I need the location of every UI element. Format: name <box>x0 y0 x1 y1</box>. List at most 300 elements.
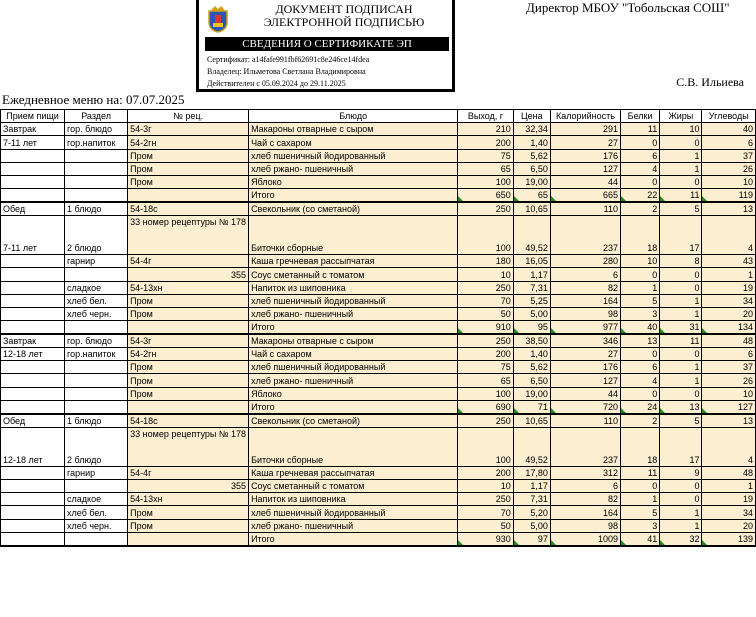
calories-cell: 98 <box>550 307 620 320</box>
fat-cell: 1 <box>660 519 702 532</box>
carbs-cell: 20 <box>702 307 756 320</box>
section-cell <box>65 532 128 546</box>
carbs-cell: 48 <box>702 334 756 348</box>
fat-cell: 1 <box>660 307 702 320</box>
carbs-cell: 1 <box>702 480 756 493</box>
total-protein: 40 <box>621 321 660 335</box>
recipe-cell: Пром <box>128 374 249 387</box>
meal-cell <box>1 294 65 307</box>
table-row <box>1 123 756 136</box>
section-cell <box>65 374 128 387</box>
recipe-cell: Пром <box>128 387 249 400</box>
fat-cell: 17 <box>660 427 702 466</box>
fat-cell: 8 <box>660 255 702 268</box>
dish-cell: хлеб ржано- пшеничный <box>249 162 458 175</box>
total-output: 690 <box>458 400 513 414</box>
output-cell: 200 <box>458 136 513 149</box>
meal-cell: Завтрак <box>1 334 65 348</box>
meal-cell <box>1 255 65 268</box>
output-cell: 100 <box>458 387 513 400</box>
table-row <box>1 466 756 479</box>
recipe-cell: 54-13хн <box>128 493 249 506</box>
calories-cell: 312 <box>550 466 620 479</box>
recipe-cell <box>128 532 249 546</box>
calories-cell: 164 <box>550 506 620 519</box>
price-cell: 49,52 <box>513 427 550 466</box>
table-row <box>1 175 756 188</box>
stamp-subtitle: ЭЛЕКТРОННОЙ ПОДПИСЬЮ <box>263 15 425 29</box>
carbs-cell: 34 <box>702 506 756 519</box>
output-cell: 70 <box>458 506 513 519</box>
fat-cell: 0 <box>660 268 702 281</box>
calories-cell: 291 <box>550 123 620 136</box>
table-row <box>1 162 756 175</box>
menu-title: Ежедневное меню на: 07.07.2025 <box>2 92 185 107</box>
stamp-cert-bar: СВЕДЕНИЯ О СЕРТИФИКАТЕ ЭП <box>205 37 449 51</box>
output-cell: 75 <box>458 361 513 374</box>
calories-cell: 346 <box>550 334 620 348</box>
total-label: Итого <box>249 400 458 414</box>
total-row <box>1 532 756 546</box>
dish-cell: Свекольник (со сметаной) <box>249 414 458 428</box>
meal-cell <box>1 149 65 162</box>
section-cell: 1 блюдо <box>65 414 128 428</box>
price-cell: 7,31 <box>513 281 550 294</box>
recipe-cell <box>128 400 249 414</box>
fat-cell: 1 <box>660 162 702 175</box>
output-cell: 250 <box>458 414 513 428</box>
table-row <box>1 506 756 519</box>
recipe-cell: 54-13хн <box>128 281 249 294</box>
table-row <box>1 202 756 216</box>
meal-cell: Обед <box>1 414 65 428</box>
meal-cell <box>1 175 65 188</box>
price-cell: 10,65 <box>513 202 550 216</box>
meal-cell <box>1 307 65 320</box>
meal-cell <box>1 281 65 294</box>
fat-cell: 11 <box>660 334 702 348</box>
output-cell: 70 <box>458 294 513 307</box>
carbs-cell: 26 <box>702 374 756 387</box>
protein-cell: 11 <box>621 466 660 479</box>
col-section-header: Раздел <box>65 110 128 123</box>
total-carbs: 127 <box>702 400 756 414</box>
protein-cell: 4 <box>621 374 660 387</box>
table-row <box>1 361 756 374</box>
section-cell <box>65 400 128 414</box>
section-cell: хлеб бел. <box>65 294 128 307</box>
meal-cell <box>1 480 65 493</box>
table-row <box>1 268 756 281</box>
col-protein-header: Белки <box>621 110 660 123</box>
price-cell: 17,80 <box>513 466 550 479</box>
dish-cell: Каша гречневая рассыпчатая <box>249 466 458 479</box>
recipe-cell <box>128 321 249 335</box>
output-cell: 10 <box>458 480 513 493</box>
protein-cell: 18 <box>621 427 660 466</box>
recipe-cell: 33 номер рецептуры № 178 <box>128 427 249 466</box>
carbs-cell: 6 <box>702 136 756 149</box>
calories-cell: 27 <box>550 348 620 361</box>
total-fat: 13 <box>660 400 702 414</box>
output-cell: 200 <box>458 466 513 479</box>
meal-cell <box>1 162 65 175</box>
protein-cell: 1 <box>621 281 660 294</box>
carbs-cell: 19 <box>702 493 756 506</box>
dish-cell: Макароны отварные с сыром <box>249 334 458 348</box>
carbs-cell: 43 <box>702 255 756 268</box>
output-cell: 100 <box>458 427 513 466</box>
calories-cell: 6 <box>550 480 620 493</box>
carbs-cell: 4 <box>702 427 756 466</box>
price-cell: 5,25 <box>513 294 550 307</box>
carbs-cell: 4 <box>702 216 756 255</box>
total-carbs: 139 <box>702 532 756 546</box>
recipe-cell: 54-3г <box>128 123 249 136</box>
protein-cell: 3 <box>621 519 660 532</box>
protein-cell: 6 <box>621 149 660 162</box>
price-cell: 16,05 <box>513 255 550 268</box>
total-protein: 22 <box>621 189 660 203</box>
carbs-cell: 1 <box>702 268 756 281</box>
calories-cell: 82 <box>550 493 620 506</box>
table-row <box>1 307 756 320</box>
dish-cell: Напиток из шиповника <box>249 281 458 294</box>
protein-cell: 0 <box>621 136 660 149</box>
fat-cell: 5 <box>660 202 702 216</box>
total-price: 71 <box>513 400 550 414</box>
dish-cell: хлеб ржано- пшеничный <box>249 374 458 387</box>
output-cell: 100 <box>458 175 513 188</box>
calories-cell: 176 <box>550 361 620 374</box>
meal-cell <box>1 466 65 479</box>
section-cell: гор.напиток <box>65 348 128 361</box>
fat-cell: 0 <box>660 387 702 400</box>
recipe-cell: Пром <box>128 307 249 320</box>
recipe-cell: 54-2гн <box>128 348 249 361</box>
fat-cell: 10 <box>660 123 702 136</box>
fat-cell: 5 <box>660 414 702 428</box>
table-row <box>1 281 756 294</box>
price-cell: 5,00 <box>513 307 550 320</box>
protein-cell: 1 <box>621 493 660 506</box>
table-row <box>1 136 756 149</box>
section-cell: хлеб бел. <box>65 506 128 519</box>
fat-cell: 0 <box>660 493 702 506</box>
price-cell: 5,62 <box>513 149 550 162</box>
calories-cell: 127 <box>550 374 620 387</box>
meal-cell <box>1 387 65 400</box>
carbs-cell: 13 <box>702 414 756 428</box>
total-fat: 31 <box>660 321 702 335</box>
meal-cell <box>1 374 65 387</box>
protein-cell: 2 <box>621 202 660 216</box>
meal-cell <box>1 519 65 532</box>
protein-cell: 0 <box>621 348 660 361</box>
total-protein: 24 <box>621 400 660 414</box>
dish-cell: хлеб ржано- пшеничный <box>249 307 458 320</box>
meal-cell <box>1 400 65 414</box>
calories-cell: 110 <box>550 202 620 216</box>
stamp-validity: Действителен с 05.09.2024 до 29.11.2025 <box>207 79 346 88</box>
section-cell: сладкое <box>65 493 128 506</box>
total-carbs: 119 <box>702 189 756 203</box>
recipe-cell: Пром <box>128 506 249 519</box>
total-row <box>1 189 756 203</box>
protein-cell: 0 <box>621 175 660 188</box>
meal-cell <box>1 268 65 281</box>
carbs-cell: 37 <box>702 361 756 374</box>
protein-cell: 0 <box>621 480 660 493</box>
dish-cell: Соус сметанный с томатом <box>249 480 458 493</box>
recipe-cell: Пром <box>128 149 249 162</box>
price-cell: 5,20 <box>513 506 550 519</box>
recipe-cell: Пром <box>128 175 249 188</box>
table-row <box>1 149 756 162</box>
table-row <box>1 427 756 466</box>
meal-cell: 12-18 лет <box>1 348 65 361</box>
fat-cell: 1 <box>660 294 702 307</box>
table-header-row <box>1 110 756 123</box>
table-row <box>1 480 756 493</box>
meal-cell: 12-18 лет <box>1 427 65 466</box>
price-cell: 32,34 <box>513 123 550 136</box>
recipe-cell: 54-3г <box>128 334 249 348</box>
output-cell: 250 <box>458 334 513 348</box>
protein-cell: 0 <box>621 268 660 281</box>
calories-cell: 98 <box>550 519 620 532</box>
total-calories: 977 <box>550 321 620 335</box>
total-fat: 11 <box>660 189 702 203</box>
section-cell <box>65 149 128 162</box>
price-cell: 1,40 <box>513 348 550 361</box>
meal-cell <box>1 189 65 203</box>
dish-cell: Макароны отварные с сыром <box>249 123 458 136</box>
col-meal-header: Прием пищи <box>1 110 65 123</box>
price-cell: 1,17 <box>513 268 550 281</box>
price-cell: 38,50 <box>513 334 550 348</box>
output-cell: 50 <box>458 307 513 320</box>
dish-cell: Чай с сахаром <box>249 348 458 361</box>
dish-cell: хлеб ржано- пшеничный <box>249 519 458 532</box>
output-cell: 250 <box>458 493 513 506</box>
recipe-cell: 33 номер рецептуры № 178 <box>128 216 249 255</box>
protein-cell: 6 <box>621 361 660 374</box>
fat-cell: 0 <box>660 136 702 149</box>
stamp-title: ДОКУМЕНТ ПОДПИСАН <box>275 2 413 16</box>
protein-cell: 13 <box>621 334 660 348</box>
fat-cell: 1 <box>660 506 702 519</box>
dish-cell: Свекольник (со сметаной) <box>249 202 458 216</box>
protein-cell: 5 <box>621 506 660 519</box>
calories-cell: 82 <box>550 281 620 294</box>
output-cell: 65 <box>458 162 513 175</box>
table-row <box>1 255 756 268</box>
protein-cell: 10 <box>621 255 660 268</box>
output-cell: 65 <box>458 374 513 387</box>
total-calories: 1009 <box>550 532 620 546</box>
recipe-cell: 54-4г <box>128 255 249 268</box>
price-cell: 6,50 <box>513 162 550 175</box>
section-cell <box>65 175 128 188</box>
carbs-cell: 48 <box>702 466 756 479</box>
output-cell: 100 <box>458 216 513 255</box>
section-cell <box>65 361 128 374</box>
calories-cell: 176 <box>550 149 620 162</box>
carbs-cell: 37 <box>702 149 756 162</box>
section-cell <box>65 321 128 335</box>
section-cell <box>65 189 128 203</box>
calories-cell: 164 <box>550 294 620 307</box>
recipe-cell: 54-18с <box>128 202 249 216</box>
total-price: 65 <box>513 189 550 203</box>
fat-cell: 0 <box>660 281 702 294</box>
section-cell: гор. блюдо <box>65 334 128 348</box>
section-cell <box>65 480 128 493</box>
table-row <box>1 334 756 348</box>
fat-cell: 1 <box>660 374 702 387</box>
fat-cell: 1 <box>660 361 702 374</box>
recipe-cell: 54-18с <box>128 414 249 428</box>
section-cell: гарнир <box>65 255 128 268</box>
dish-cell: хлеб пшеничный йодированный <box>249 149 458 162</box>
fat-cell: 0 <box>660 175 702 188</box>
col-dish-header: Блюдо <box>249 110 458 123</box>
total-row <box>1 400 756 414</box>
dish-cell: Каша гречневая рассыпчатая <box>249 255 458 268</box>
total-carbs: 134 <box>702 321 756 335</box>
price-cell: 6,50 <box>513 374 550 387</box>
carbs-cell: 19 <box>702 281 756 294</box>
fat-cell: 17 <box>660 216 702 255</box>
protein-cell: 4 <box>621 162 660 175</box>
table-row <box>1 216 756 255</box>
total-row <box>1 321 756 335</box>
total-label: Итого <box>249 189 458 203</box>
table-row <box>1 294 756 307</box>
fat-cell: 0 <box>660 348 702 361</box>
carbs-cell: 10 <box>702 175 756 188</box>
price-cell: 5,00 <box>513 519 550 532</box>
meal-cell <box>1 321 65 335</box>
recipe-cell: 355 <box>128 268 249 281</box>
meal-cell <box>1 532 65 546</box>
carbs-cell: 34 <box>702 294 756 307</box>
output-cell: 210 <box>458 123 513 136</box>
dish-cell: Напиток из шиповника <box>249 493 458 506</box>
table-row <box>1 348 756 361</box>
stamp-certificate: Сертификат: a14fafe991fbf62691c8e246ce14fdea <box>207 55 370 64</box>
stamp-owner: Владелец: Ильметова Светлана Владимировна <box>207 67 366 76</box>
recipe-cell: 54-4г <box>128 466 249 479</box>
total-price: 97 <box>513 532 550 546</box>
meal-cell: Обед <box>1 202 65 216</box>
dish-cell: Яблоко <box>249 175 458 188</box>
recipe-cell: Пром <box>128 361 249 374</box>
recipe-cell: Пром <box>128 162 249 175</box>
total-output: 910 <box>458 321 513 335</box>
section-cell: сладкое <box>65 281 128 294</box>
dish-cell: Соус сметанный с томатом <box>249 268 458 281</box>
protein-cell: 3 <box>621 307 660 320</box>
calories-cell: 237 <box>550 427 620 466</box>
section-cell: хлеб черн. <box>65 307 128 320</box>
table-row <box>1 519 756 532</box>
calories-cell: 127 <box>550 162 620 175</box>
dish-cell: Чай с сахаром <box>249 136 458 149</box>
calories-cell: 280 <box>550 255 620 268</box>
output-cell: 10 <box>458 268 513 281</box>
dish-cell: Биточки сборные <box>249 216 458 255</box>
signer-name: С.В. Ильиева <box>676 75 744 89</box>
section-cell <box>65 387 128 400</box>
carbs-cell: 13 <box>702 202 756 216</box>
col-carbs-header: Углеводы <box>702 110 756 123</box>
total-output: 930 <box>458 532 513 546</box>
carbs-cell: 26 <box>702 162 756 175</box>
protein-cell: 18 <box>621 216 660 255</box>
output-cell: 180 <box>458 255 513 268</box>
section-cell: 1 блюдо <box>65 202 128 216</box>
protein-cell: 5 <box>621 294 660 307</box>
col-output-header: Выход, г <box>458 110 513 123</box>
section-cell: 2 блюдо <box>65 427 128 466</box>
coat-of-arms-icon <box>206 5 230 33</box>
carbs-cell: 10 <box>702 387 756 400</box>
section-cell <box>65 162 128 175</box>
section-cell <box>65 268 128 281</box>
meal-cell <box>1 361 65 374</box>
price-cell: 5,62 <box>513 361 550 374</box>
calories-cell: 237 <box>550 216 620 255</box>
output-cell: 200 <box>458 348 513 361</box>
price-cell: 49,52 <box>513 216 550 255</box>
output-cell: 250 <box>458 281 513 294</box>
meal-cell: Завтрак <box>1 123 65 136</box>
table-row <box>1 493 756 506</box>
calories-cell: 27 <box>550 136 620 149</box>
total-label: Итого <box>249 532 458 546</box>
total-fat: 32 <box>660 532 702 546</box>
dish-cell: Яблоко <box>249 387 458 400</box>
total-label: Итого <box>249 321 458 335</box>
section-cell: 2 блюдо <box>65 216 128 255</box>
meal-cell: 7-11 лет <box>1 216 65 255</box>
col-recipe-header: № рец. <box>128 110 249 123</box>
total-output: 650 <box>458 189 513 203</box>
recipe-cell: Пром <box>128 519 249 532</box>
calories-cell: 6 <box>550 268 620 281</box>
output-cell: 250 <box>458 202 513 216</box>
menu-table <box>0 109 756 547</box>
recipe-cell <box>128 189 249 203</box>
price-cell: 1,17 <box>513 480 550 493</box>
section-cell: гор.напиток <box>65 136 128 149</box>
calories-cell: 44 <box>550 175 620 188</box>
section-cell: гор. блюдо <box>65 123 128 136</box>
price-cell: 10,65 <box>513 414 550 428</box>
total-calories: 720 <box>550 400 620 414</box>
fat-cell: 9 <box>660 466 702 479</box>
price-cell: 7,31 <box>513 493 550 506</box>
calories-cell: 110 <box>550 414 620 428</box>
price-cell: 19,00 <box>513 387 550 400</box>
output-cell: 75 <box>458 149 513 162</box>
section-cell: хлеб черн. <box>65 519 128 532</box>
output-cell: 50 <box>458 519 513 532</box>
table-row <box>1 374 756 387</box>
protein-cell: 2 <box>621 414 660 428</box>
